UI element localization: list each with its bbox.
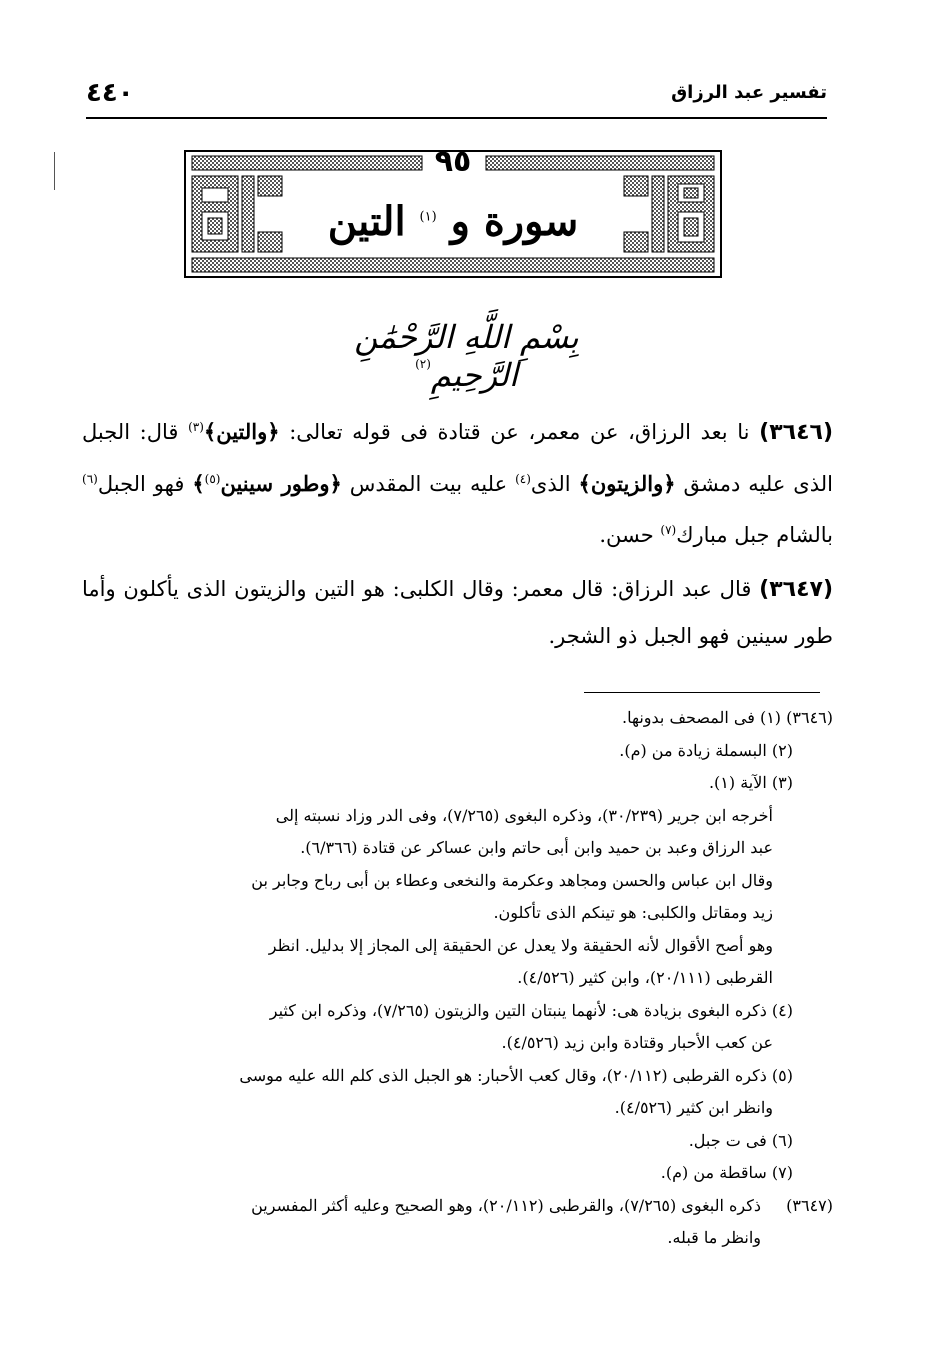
footnotes [82,702,833,1255]
footnote-separator [584,692,820,693]
surah-title-part2: التين [327,198,406,245]
hadith-number: (٣٦٤٦) [759,420,833,445]
hadith-3647 [82,566,833,659]
footnote-3: (٣) الآية (١). [708,773,793,792]
footnote-ref: (٥) [204,472,221,486]
surah-title-footnote: (١) [419,209,437,225]
footnote-6: (٦) فى ت جبل. [688,1130,793,1150]
quran-quote: ﴿والزيتون﴾ [578,471,676,496]
surah-banner [184,144,722,278]
header-rule [86,117,827,119]
footnote-ref: (٧) [660,523,677,537]
footnote-3-line: القرطبى (٢٠/١١١)، وابن كثير (٤/٥٢٦). [517,968,773,987]
footnote-ref: (٤) [515,472,531,486]
basmala [330,318,603,394]
footnote-ref: (٦) [82,472,98,486]
footnote-4-line: عن كعب الأحبار وقتادة وابن زيد (٤/٥٢٦). [501,1033,773,1052]
hadith-number: (٣٦٤٧) [759,577,833,602]
footnote-5-line: وانظر ابن كثير (٤/٥٢٦). [614,1098,773,1117]
footnote-3-line: أخرجه ابن جرير (٣٠/٢٣٩)، وذكره البغوى (٧/٢٦٥)، وفى الدر وزاد نسبته إلى [275,805,773,825]
footnote-2: (٢) البسملة زيادة من (م). [619,740,793,760]
text-run: قال عبد الرزاق: قال معمر: وقال الكلبى: هو التين والزيتون الذى يأكلون وأما طور سينين فهو الجبل ذو الشجر. [82,577,833,648]
footnote-3-line: عبد الرزاق وعبد بن حميد وابن أبى حاتم وابن عساكر عن قتادة (٦/٣٦٦). [300,838,773,857]
footnote-4: (٤) ذكره البغوى بزيادة هى: لأنهما ينبتان التين والزيتون (٧/٢٦٥)، وذكره ابن كثير [269,1000,793,1020]
text-run: الذى [530,472,579,496]
footnote-3647-line: ذكره البغوى (٧/٢٦٥)، والقرطبى (٢٠/١١٢)، وهو الصحيح وعليه أكثر المفسرين [251,1195,761,1215]
footnote-3-line: زيد ومقاتل والكلبى: هو تينكم الذى تأكلون. [493,903,773,922]
surah-title-part1: سورة و [450,198,579,245]
text-run: حسن. [599,523,661,547]
margin-mark [54,152,55,190]
text-run: نا بعد الرزاق، عن معمر، عن قتادة فى قوله تعالى: [279,420,760,444]
footnote-3647-number: (٣٦٤٧) [786,1195,833,1215]
footnote-3647-line: وانظر ما قبله. [667,1228,761,1247]
quran-quote-close: ﴾ [192,471,205,496]
quran-quote: ﴿وطور سينين [220,471,342,496]
surah-title [184,198,722,245]
running-header [86,80,827,112]
basmala-footnote: (٢) [415,357,431,372]
surah-number: ٩٥ [434,144,472,179]
footnote-ref: (٣) [188,420,204,434]
text-run: بالشام جبل مبارك [676,523,833,547]
footnote-7: (٧) ساقطة من (م). [660,1163,793,1182]
footnote-5: (٥) ذكره القرطبى (٢٠/١١٢)، وقال كعب الأحبار: هو الجبل الذى كلم الله عليه موسى [239,1065,793,1085]
text-run: عليه بيت المقدس [341,472,516,496]
main-text [82,404,833,667]
footnote-3-line: وهو أصح الأقوال لأنه الحقيقة ولا يعدل عن الحقيقة إلى المجاز إلا بدليل. انظر [268,935,773,955]
basmala-text: بِسْمِ اللَّهِ الرَّحْمَٰنِ الرَّحِيمِ [354,318,579,394]
hadith-3646 [82,404,833,558]
page-number: ٤٤٠ [86,78,134,108]
text-run: قال: الجبل الذى عليه دمشق [82,420,833,496]
quran-quote: ﴿والتين﴾ [203,419,280,444]
footnote-1: (٣٦٤٦) (١) فى المصحف بدونها. [622,708,833,727]
footnote-3-line: وقال ابن عباس والحسن ومجاهد وعكرمة والنخعى وعطاء بن أبى رباح وجابر بن [251,870,773,890]
footnote-3647 [82,1190,833,1255]
text-run: فهو الجبل [97,472,193,496]
book-title: تفسير عبد الرزاق [671,82,827,103]
